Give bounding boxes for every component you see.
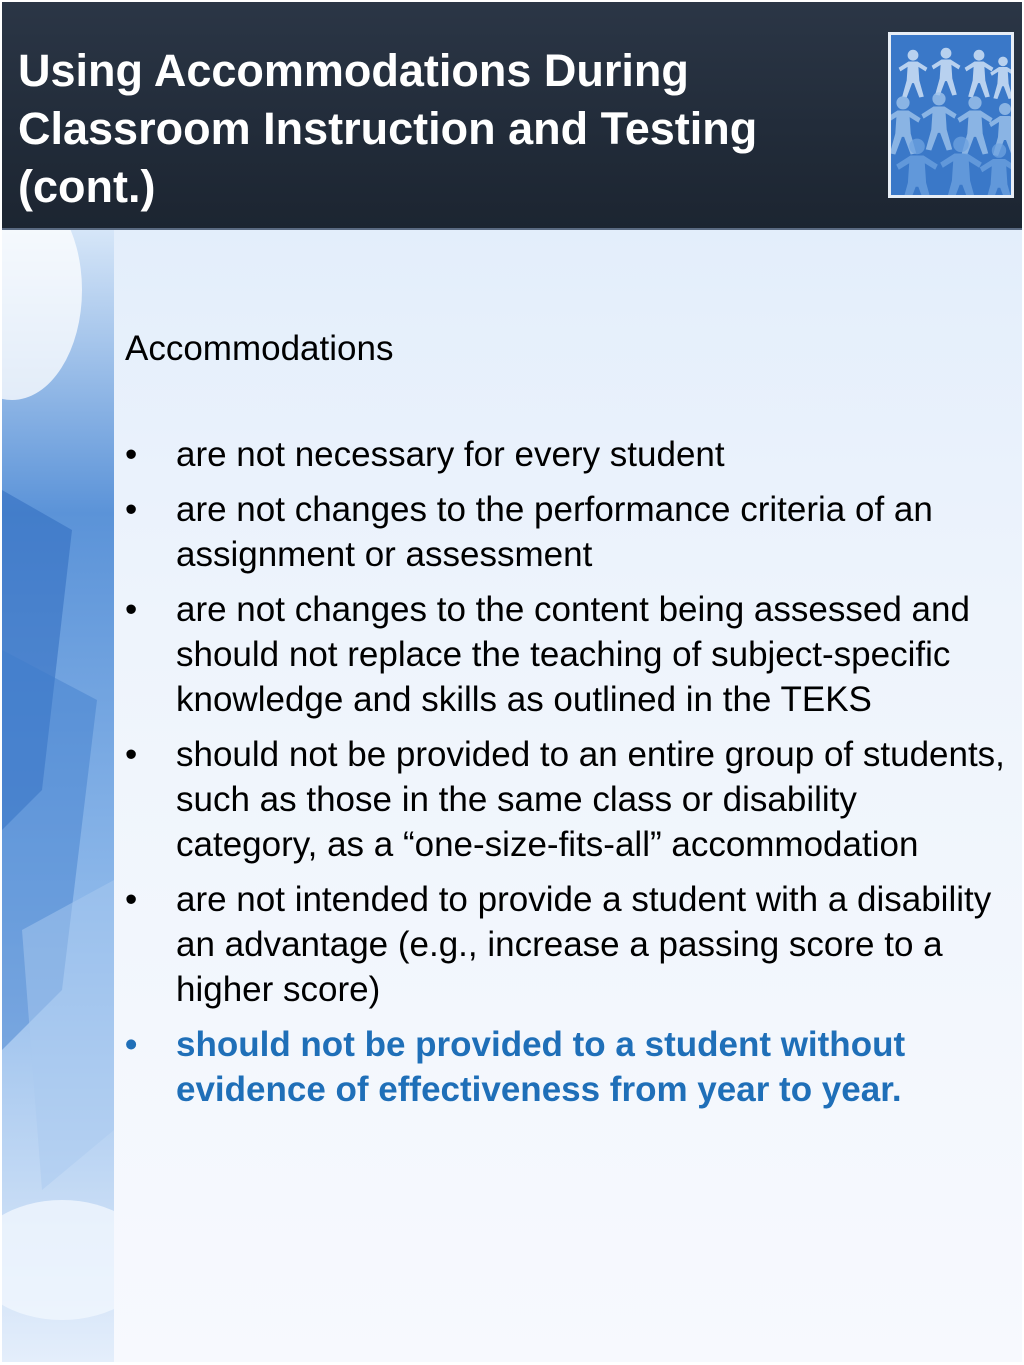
list-item	[125, 432, 1005, 477]
list-item-text: are not necessary for every student	[176, 435, 725, 474]
slide-content	[125, 326, 1005, 1122]
bullet-icon: •	[125, 435, 138, 474]
paper-people-chain-image	[891, 35, 1011, 195]
decorative-figures-band	[2, 230, 114, 1362]
list-item-text: should not be provided to an entire group of students, such as those in the same class or disability category, as a “one-size-fits-all” accommodation	[176, 735, 1005, 864]
accommodations-list	[125, 432, 1005, 1112]
list-item	[125, 487, 1005, 577]
title-bar	[2, 2, 1022, 230]
bullet-icon: •	[125, 880, 138, 919]
bullet-icon: •	[125, 590, 138, 629]
emphasized-list-item	[125, 1022, 1005, 1112]
list-item-text: are not changes to the content being assessed and should not replace the teaching of subject-specific knowledge and skills as outlined in the TEKS	[176, 590, 970, 719]
content-heading: Accommodations	[125, 329, 394, 368]
list-item	[125, 877, 1005, 1012]
paper-people-logo-icon	[888, 32, 1014, 198]
slide-title: Using Accommodations During Classroom Instruction and Testing (cont.)	[18, 45, 758, 212]
bullet-icon: •	[125, 735, 138, 774]
list-item	[125, 587, 1005, 722]
list-item-text: should not be provided to a student without evidence of effectiveness from year to year.	[176, 1025, 906, 1109]
list-item-text: are not changes to the performance criteria of an assignment or assessment	[176, 490, 933, 574]
list-item	[125, 732, 1005, 867]
bullet-icon: •	[125, 490, 138, 529]
bullet-icon: •	[125, 1025, 138, 1064]
list-item-text: are not intended to provide a student with a disability an advantage (e.g., increase a passing score to a higher score)	[176, 880, 992, 1009]
